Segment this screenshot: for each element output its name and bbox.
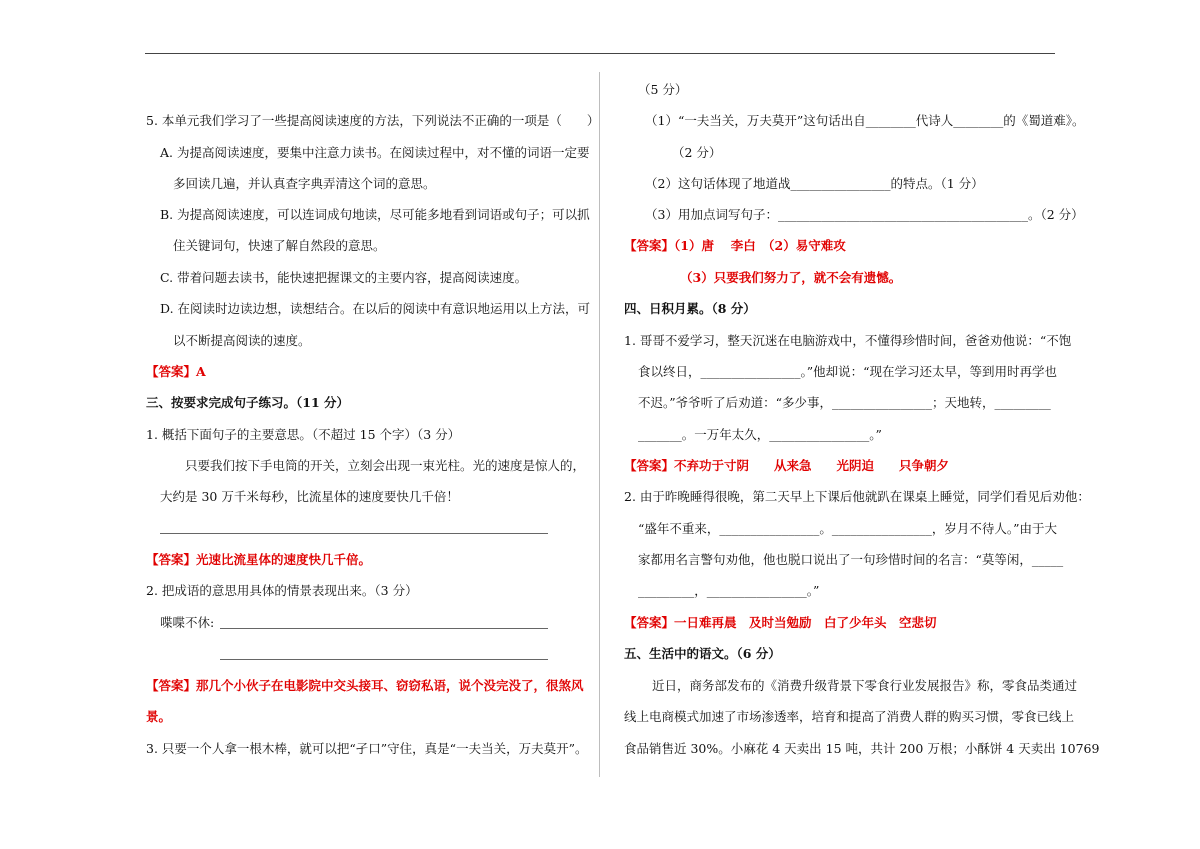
sec3-q2-label: 喋喋不休: — [160, 615, 215, 630]
sec4-q2: 2. 由于昨晚睡得很晚，第二天早上下课后他就趴在课桌上睡觉，同学们看见后劝他： — [624, 489, 1090, 504]
sec5-paragraph-line2: 线上电商模式加速了市场渗透率，培育和提高了消费人群的购买习惯，零食已线上 — [624, 709, 1075, 724]
sec4-q2-line3: 家都用名言警句劝他，他也脱口说出了一句珍惜时间的名言：“莫等闲，_____ — [638, 552, 1064, 567]
q3-score: （5 分） — [638, 82, 688, 97]
q5-option-c: C. 带着问题去读书，能快速把握课文的主要内容，提高阅读速度。 — [160, 270, 528, 285]
sec3-q2-answer: 【答案】那几个小伙子在电影院中交头接耳、窃窃私语，说个没完没了，很煞风 — [146, 678, 584, 693]
q5-option-a: A. 为提高阅读速度，要集中注意力读书。在阅读过程中，对不懂的词语一定要 — [160, 145, 590, 160]
q3-part-2: （2）这句话体现了地道战________________的特点。（1 分） — [645, 176, 984, 191]
q5-option-d: D. 在阅读时边读边想，读想结合。在以后的阅读中有意识地运用以上方法，可 — [160, 301, 591, 316]
q3-part-1-score: （2 分） — [672, 145, 722, 160]
q5-option-d-cont: 以不断提高阅读的速度。 — [173, 333, 311, 348]
section-4-title: 四、日积月累。（8 分） — [624, 301, 756, 316]
sec3-q1-answer: 【答案】光速比流星体的速度快几千倍。 — [146, 552, 372, 567]
answer-line — [220, 659, 548, 660]
section-5-title: 五、生活中的语文。（6 分） — [624, 646, 781, 661]
column-divider — [599, 72, 600, 777]
sec3-q3: 3. 只要一个人拿一根木棒，就可以把“孑口”守住，真是“一夫当关，万夫莫开”。 — [146, 741, 588, 756]
sec4-q2-line4: _________，________________。” — [638, 583, 820, 598]
section-3-title: 三、按要求完成句子练习。（11 分） — [146, 395, 349, 410]
sec5-paragraph-line3: 食品销售近 30%。小麻花 4 天卖出 15 吨，共计 200 万根；小酥饼 4 天卖出 10769 — [624, 741, 1100, 756]
q5-option-b-cont: 住关键词句，快速了解自然段的意思。 — [173, 238, 386, 253]
sec3-q1: 1. 概括下面句子的主要意思。（不超过 15 个字）（3 分） — [146, 427, 461, 442]
sec3-q2: 2. 把成语的意思用具体的情景表现出来。（3 分） — [146, 583, 418, 598]
sec4-q2-line2: “盛年不重来，________________。________________，岁月不待人。”由于大 — [638, 521, 1058, 536]
sec4-q1-line2: 食以终日，________________。”他却说：“现在学习还太早，等到用时再学也 — [638, 364, 1058, 379]
q5-option-b: B. 为提高阅读速度，可以连词成句地读，尽可能多地看到词语或句子；可以抓 — [160, 207, 590, 222]
q5-stem: 5. 本单元我们学习了一些提高阅读速度的方法，下列说法不正确的一项是（ ） — [146, 113, 600, 128]
sec3-q2-answer-cont: 景。 — [146, 709, 172, 724]
q5-answer: 【答案】A — [146, 364, 206, 379]
sec3-q1-passage-cont: 大约是 30 万千米每秒，比流星体的速度要快几千倍！ — [160, 489, 459, 504]
sec4-q1: 1. 哥哥不爱学习，整天沉迷在电脑游戏中，不懂得珍惜时间，爸爸劝他说：“不饱 — [624, 333, 1072, 348]
header-rule — [145, 53, 1055, 54]
sec4-q1-answer: 【答案】不弃功于寸阴 从来急 光阴迫 只争朝夕 — [624, 458, 950, 473]
q5-option-a-cont: 多回读几遍，并认真查字典弄清这个词的意思。 — [173, 176, 436, 191]
answer-line — [220, 628, 548, 629]
sec4-q2-answer: 【答案】一日难再晨 及时当勉励 白了少年头 空悲切 — [624, 615, 937, 630]
sec4-q1-line4: _______。一万年太久，________________。” — [638, 427, 882, 442]
answer-line — [160, 533, 548, 534]
q3-answer-cont: （3）只要我们努力了，就不会有遗憾。 — [680, 270, 902, 285]
q3-part-3: （3）用加点词写句子：________________________________________。（2 分） — [645, 207, 1084, 222]
sec4-q1-line3: 不迟。”爷爷听了后劝道：“多少事，________________；天地转，_________ — [638, 395, 1051, 410]
sec5-paragraph: 近日，商务部发布的《消费升级背景下零食行业发展报告》称，零食品类通过 — [652, 678, 1078, 693]
q3-part-1: （1）“一夫当关，万夫莫开”这句话出自________代诗人________的《蜀道难》。 — [645, 113, 1085, 128]
sec3-q1-passage: 只要我们按下手电筒的开关，立刻会出现一束光柱。光的速度是惊人的， — [185, 458, 586, 473]
q3-answer: 【答案】（1）唐 李白 （2）易守难攻 — [624, 238, 846, 253]
